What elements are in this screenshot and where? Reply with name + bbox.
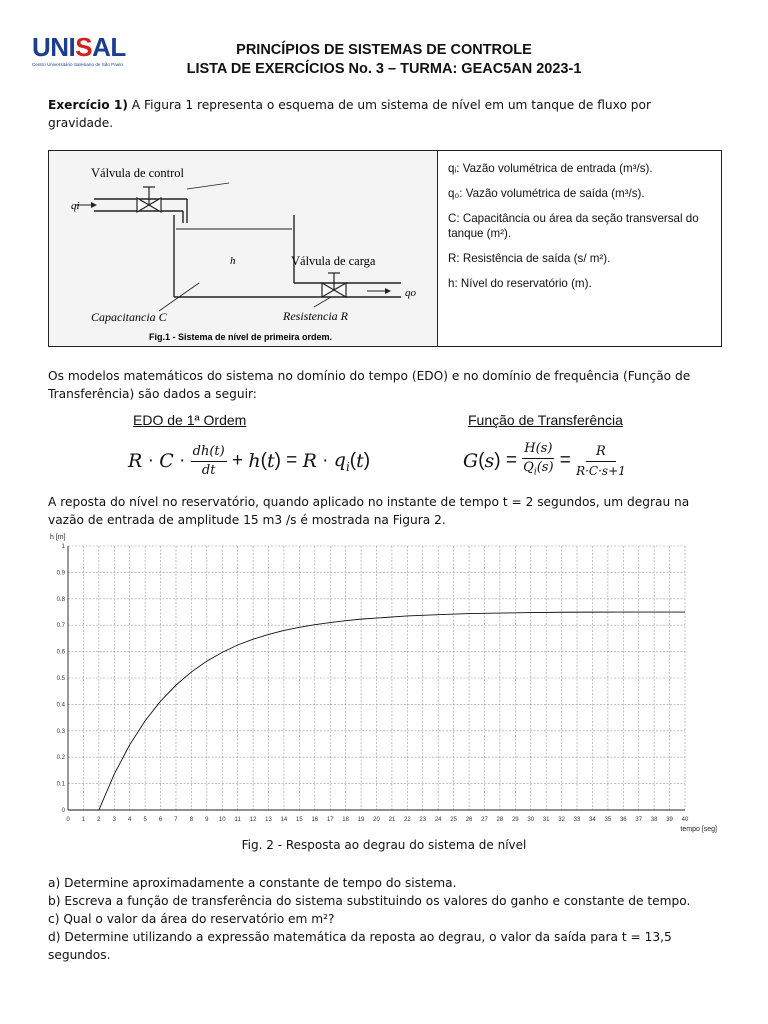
x-tick-label: 32 [558,817,565,823]
exercise-label: Exercício 1) [48,98,128,112]
models-line-2: Transferência) são dados a seguir: [48,387,257,401]
control-valve-left [137,198,149,212]
load-valve-label: Válvula de carga [291,254,376,268]
x-tick-label: 5 [143,817,147,823]
exercise-text-2: gravidade. [48,116,114,130]
tf-rc: R R·C·s+1 [576,443,626,478]
h-label: h [230,255,236,267]
capacitance-label: Capacitancia C [91,310,167,324]
x-tick-label: 2 [97,817,101,823]
x-tick-label: 29 [511,817,519,823]
legend-h: h: Nível do reservatório (m). [448,277,592,290]
y-tick-label: 0.2 [56,755,65,762]
x-tick-label: 22 [404,817,411,823]
x-tick-label: 38 [650,817,658,823]
control-valve-label: Válvula de control [91,166,185,180]
x-tick-label: 7 [174,817,178,823]
question-a: a) Determine aproximadamente a constante de tempo do sistema. [48,876,457,890]
legend-qi: qᵢ: Vazão volumétrica de entrada (m³/s). [448,162,653,175]
x-tick-label: 36 [619,817,627,823]
qi-arrowhead [91,202,97,208]
step-response-chart [40,530,740,840]
x-tick-label: 17 [326,817,334,823]
x-tick-label: 33 [573,817,581,823]
x-tick-label: 13 [265,817,272,823]
x-tick-label: 37 [635,817,643,823]
y-tick-label: 0.4 [56,702,65,709]
legend-r: R: Resistência de saída (s/ m²). [448,252,611,265]
x-tick-label: 10 [218,817,226,823]
y-tick-label: 1 [61,544,65,550]
x-tick-label: 19 [357,817,365,823]
x-tick-label: 31 [542,817,550,823]
exercise-text-1: A Figura 1 representa o esquema de um sistema de nível em um tanque de fluxo por [127,98,651,112]
control-valve-pointer [187,183,229,189]
fig2-caption: Fig. 2 - Resposta ao degrau do sistema de nível [241,838,527,852]
x-tick-label: 25 [450,817,457,823]
x-tick-label: 35 [604,817,612,823]
response-line-2: vazão de entrada de amplitude 15 m3 /s é mostrada na Figura 2. [48,513,446,527]
edo-derivative: dh(t) dt [192,443,225,478]
response-text [48,493,738,529]
models-line-1: Os modelos matemáticos do sistema no domínio do tempo (EDO) e no domínio de frequência (Função de [48,369,691,383]
x-tick-label: 21 [388,817,396,823]
y-tick-label: 0.3 [56,728,65,735]
x-tick-label: 6 [158,817,163,823]
resistance-pointer [314,297,331,307]
question-b: b) Escreva a função de transferência do sistema substituindo os valores do ganho e constante de tempo. [48,894,691,908]
x-tick-label: 15 [296,817,303,823]
y-tick-label: 0.7 [56,623,65,630]
x-tick-label: 24 [434,817,442,823]
tf-equation: G ( s ) = H(s) $Q_i(s)$ = R R·C·s+1 [463,441,626,478]
fig1-caption: Fig.1 - Sistema de nível de primeira ordem. [149,332,333,342]
legend-qo: q₀: Vazão volumétrica de saída (m³/s). [448,187,645,200]
questions [48,874,738,964]
x-tick-label: 28 [496,817,504,823]
x-tick-label: 27 [481,817,488,823]
response-line-1: A reposta do nível no reservatório, quando aplicado no instante de tempo t = 2 segundos, um degrau na [48,495,690,509]
y-tick-label: 0.9 [56,570,65,577]
x-tick-label: 9 [205,817,209,823]
x-tick-label: 3 [112,817,116,823]
x-tick-label: 11 [234,817,241,823]
y-tick-label: 0.1 [56,781,65,788]
x-tick-label: 1 [81,817,86,823]
question-c: c) Qual o valor da área do reservatório em m²? [48,912,335,926]
x-tick-label: 30 [527,817,535,823]
tank-diagram [49,151,438,346]
x-tick-label: 8 [189,817,194,823]
y-axis-label: h [m] [50,534,66,541]
x-tick-label: 16 [311,817,319,823]
x-axis-label: tempo [seg] [680,826,717,833]
logo-subtitle: Centro Universitário Salesiano de São Paulo [32,62,123,67]
load-valve-left [322,283,334,297]
header-line-2: LISTA DE EXERCÍCIOS No. 3 – TURMA: GEAC5AN 2023-1 [186,61,582,77]
legend-c: C: Capacitância ou área da seção transversal do tanque (m²). [448,212,699,240]
edo-equation: R · C · dh(t) dt + h ( t ) = R · $q_i$ ( t ) [128,443,371,478]
x-tick-label: 40 [681,817,689,823]
x-tick-label: 18 [342,817,349,823]
tf-ratio: H(s) $Q_i(s)$ [523,441,554,478]
x-tick-label: 12 [249,817,257,823]
control-valve-right [149,198,161,212]
logo-wordmark: UNISAL [32,32,126,62]
qi-label: qi [71,200,80,212]
y-tick-label: 0.6 [56,649,65,656]
x-tick-label: 14 [280,817,288,823]
x-tick-label: 34 [589,817,596,823]
x-tick-label: 0 [66,817,70,823]
qo-label: qo [405,287,416,299]
y-tick-label: 0.5 [56,676,65,682]
x-tick-label: 4 [128,817,132,823]
header-line-1: PRINCÍPIOS DE SISTEMAS DE CONTROLE [236,42,532,58]
tank-diagram-svg [49,151,437,346]
y-tick-label: 0.8 [56,596,65,603]
question-d-cont: segundos. [48,948,111,962]
figure-1 [48,150,722,347]
x-tick-label: 26 [465,817,473,823]
x-tick-label: 39 [666,817,673,823]
load-valve-right [334,283,346,297]
fig1-legend [438,151,721,346]
edo-title: EDO de 1ª Ordem [133,412,247,428]
resistance-label: Resistencia R [283,309,348,323]
models-text [48,367,728,403]
qo-arrowhead [385,288,391,294]
x-tick-label: 23 [419,817,427,823]
y-tick-label: 0 [61,808,65,814]
tf-title: Função de Transferência [468,412,623,428]
exercise-intro [48,96,728,132]
x-tick-label: 20 [373,817,380,823]
question-d: d) Determine utilizando a expressão matemática da reposta ao degrau, o valor da saída para t = 13,5 [48,930,672,944]
